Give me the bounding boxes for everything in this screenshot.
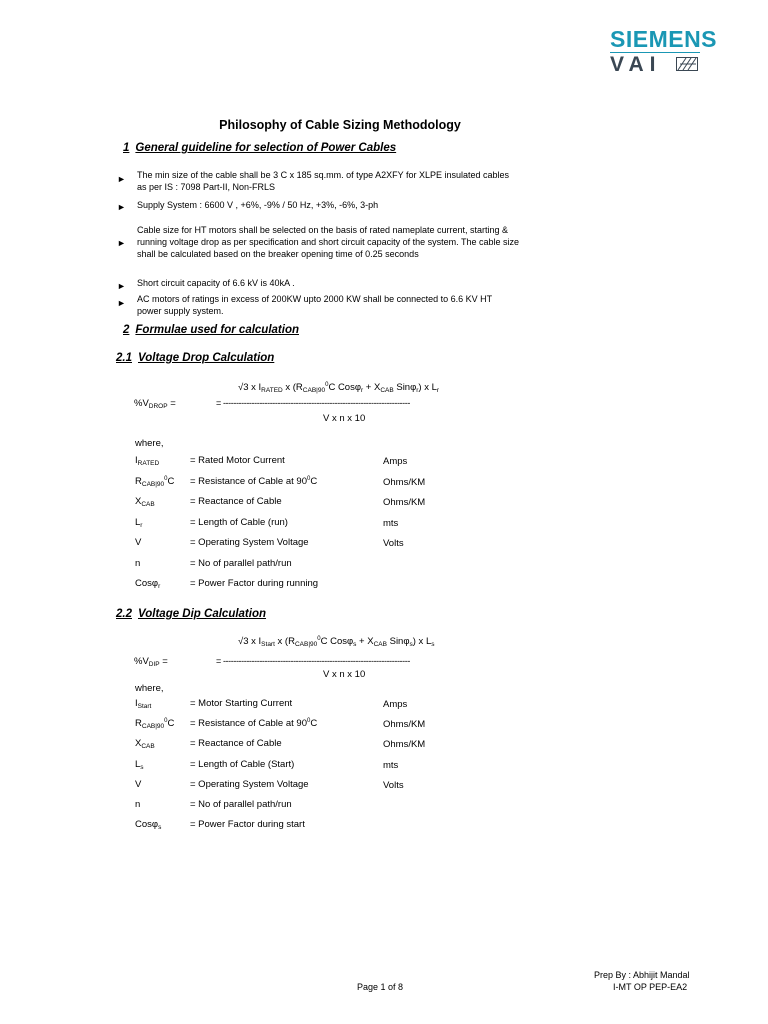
variable-definition: = Length of Cable (Start) xyxy=(190,758,295,770)
department-code: I-MT OP PEP-EA2 xyxy=(613,982,688,992)
variable-symbol: $L_r$ xyxy=(135,516,143,529)
variable-unit: Amps xyxy=(383,699,408,710)
prepared-by: Prep By : Abhijit Mandal xyxy=(594,970,690,980)
voltage-dip-denominator: V x n x 10 xyxy=(323,669,366,680)
variable-symbol: $X_{CAB}$ xyxy=(135,738,155,751)
variable-unit: Ohms/KM xyxy=(383,497,426,508)
fraction-bar: = ------------------------------------------------------------------------ xyxy=(216,398,410,408)
variable-definition: = Resistance of Cable at $90^0C$ xyxy=(190,475,318,487)
variable-symbol: Cosφ$_s$ xyxy=(135,819,162,832)
variable-unit: mts xyxy=(383,759,399,771)
variable-unit: Ohms/KM xyxy=(383,739,426,751)
variable-unit: mts xyxy=(383,517,399,529)
voltage-drop-lhs: $\%V_{DROP}$ = xyxy=(134,398,176,410)
variable-unit: Ohms/KM xyxy=(383,476,426,488)
variable-definition: = Motor Starting Current xyxy=(190,698,293,709)
variable-unit: Ohms/KM xyxy=(383,719,426,731)
bullet-5-text: AC motors of ratings in excess of 200KW upto 2000 KW shall be connected to 6.6 KV HT power supply system. xyxy=(137,294,493,316)
bullet-3-text: Cable size for HT motors shall be selected on the basis of rated nameplate current, starting & running voltage drop as per specification and short circuit capacity of the system. The cable size shall be calculated based on the breaker opening time of 0.25 seconds xyxy=(137,225,520,259)
variable-definition: = No of parallel path/run xyxy=(190,557,292,569)
variable-definition: = Operating System Voltage xyxy=(190,778,309,790)
bullet-2-text: Supply System : 6600 V , +6%, -9% / 50 Hz, +3%, -6%, 3-ph xyxy=(137,200,379,210)
bullet-1-text: The min size of the cable shall be 3 C x 185 sq.mm. of type A2XFY for XLPE insulated cables as per IS : 7098 Part-II, Non-FRLS xyxy=(137,170,510,192)
variable-definition: = Power Factor during start xyxy=(190,819,305,831)
section-2-heading: 2 Formulae used for calculation xyxy=(123,324,299,336)
variable-definition: = Reactance of Cable xyxy=(190,738,282,750)
document-title: Philosophy of Cable Sizing Methodology xyxy=(219,118,461,132)
page-number: Page 1 of 8 xyxy=(357,982,404,992)
variable-symbol: n xyxy=(135,557,141,569)
section-2-2-heading: 2.2 Voltage Dip Calculation xyxy=(116,608,267,620)
siemens-logo: SIEMENS xyxy=(610,26,718,52)
variable-symbol: $L_s$ xyxy=(135,758,144,771)
variable-definition: = No of parallel path/run xyxy=(190,799,292,810)
variable-definition: = Reactance of Cable xyxy=(190,496,282,507)
vai-mark-icon xyxy=(676,57,698,71)
variable-definition: = Resistance of Cable at $90^0C$ xyxy=(190,718,318,730)
vai-logo: VAI xyxy=(610,53,662,76)
variable-definition: = Rated Motor Current xyxy=(190,455,285,466)
variable-definition: = Length of Cable (run) xyxy=(190,516,288,528)
bullet-icon: ► xyxy=(117,281,126,291)
variable-symbol: n xyxy=(135,799,141,810)
where-label: where, xyxy=(135,438,164,449)
variable-unit: Amps xyxy=(383,456,408,467)
section-2-1-heading: 2.1 Voltage Drop Calculation xyxy=(116,352,275,364)
voltage-dip-numerator: √3 x $I_{Start}$ x ($R_{CAB|90}^0C$ $Cos\varphi_s + X_{CAB}$ Sinφ$_s$) x $L_s$ xyxy=(238,636,435,648)
fraction-bar: = ------------------------------------------------------------------------ xyxy=(216,656,410,666)
variable-unit: Volts xyxy=(383,538,404,549)
voltage-drop-denominator: V x n x 10 xyxy=(323,413,366,424)
variable-unit: Volts xyxy=(383,779,404,791)
where-label: where, xyxy=(135,683,164,694)
bullet-icon: ► xyxy=(117,238,126,248)
variable-symbol: $I_{RATED}$ xyxy=(135,455,160,467)
voltage-drop-numerator: √3 x $I_{RATED}$ x ($R_{CAB|90}^0C$ $Cos\varphi_r + X_{CAB}$ Sinφ$_r$) x $L_r$ xyxy=(238,382,440,394)
variable-symbol: $R_{CAB|90}^0C$ xyxy=(135,475,175,488)
variable-definition: = Operating System Voltage xyxy=(190,537,309,548)
section-1-heading: 1 General guideline for selection of Power Cables xyxy=(123,142,397,154)
variable-symbol: V xyxy=(135,778,142,790)
bullet-icon: ► xyxy=(117,202,126,212)
variable-symbol: $R_{CAB|90}^0C$ xyxy=(135,718,175,731)
variable-symbol: $I_{Start}$ xyxy=(135,698,152,710)
variable-definition: = Power Factor during running xyxy=(190,578,319,589)
variable-symbol: V xyxy=(135,537,142,548)
voltage-dip-lhs: $\%V_{DIP}$ = xyxy=(134,656,168,668)
bullet-4-text: Short circuit capacity of 6.6 kV is 40kA . xyxy=(137,278,295,288)
variable-symbol: Cosφ$_r$ xyxy=(135,578,161,590)
variable-symbol: $X_{CAB}$ xyxy=(135,496,155,508)
bullet-icon: ► xyxy=(117,298,126,308)
bullet-icon: ► xyxy=(117,174,126,184)
